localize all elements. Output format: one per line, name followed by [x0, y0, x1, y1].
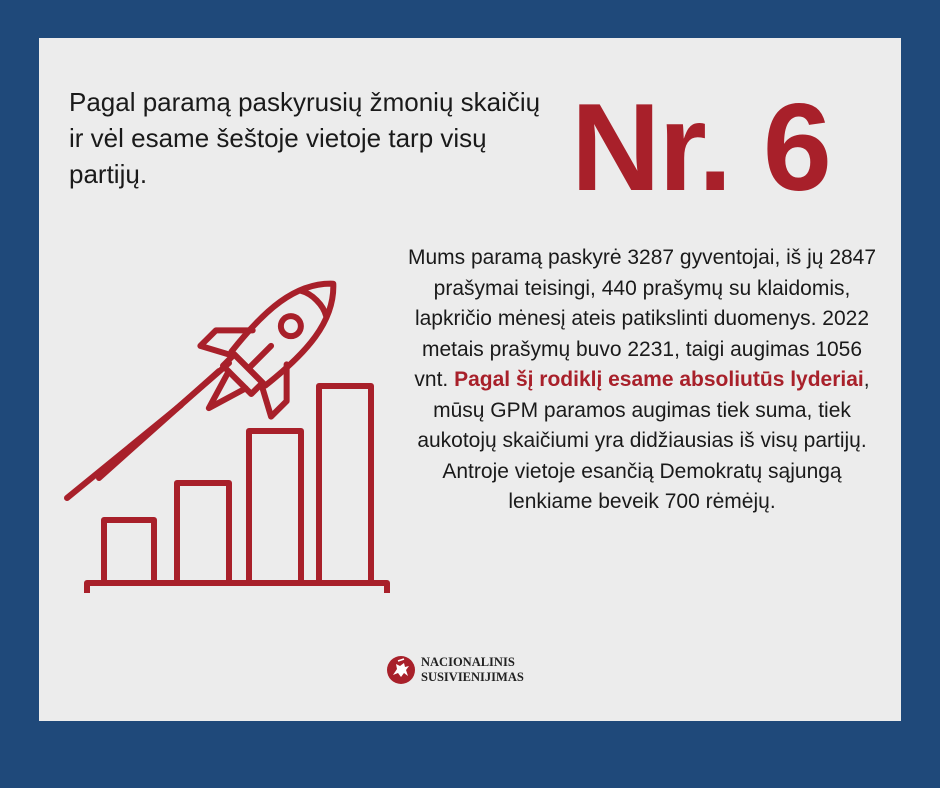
headline: Pagal paramą paskyrusių žmonių skaičių ir vėl esame šeštoje vietoje tarp visų partijų.	[69, 87, 541, 189]
vytis-emblem-icon	[386, 655, 416, 685]
growth-bar-4	[319, 386, 371, 583]
body-highlight: Pagal šį rodiklį esame absoliutūs lyderiai	[454, 368, 864, 391]
body-text	[407, 243, 877, 518]
party-logo	[386, 655, 524, 685]
growth-bar-3	[249, 431, 301, 583]
logo-line-2: SUSIVIENIJIMAS	[421, 670, 524, 684]
body-text-part-1: Mums paramą paskyrė 3287 gyventojai, iš jų 2847 prašymai teisingi, 440 prašymų su klaidomis, lapkričio mėnesį ateis patikslinti duomenys. 2022 metais prašymų buvo 2231, taigi augimas 1056 vnt.	[407, 246, 877, 391]
body-text-part-2: , mūsų GPM paramos augimas tiek suma, tiek aukotojų skaičiumi yra didžiausias iš visų partijų. Antroje vietoje esančią Demokratų sąjungą lenkiame beveik 700 rėmėjų.	[417, 368, 870, 513]
rank-number: Nr. 6	[571, 79, 830, 217]
rocket-icon	[173, 253, 368, 444]
logo-line-1: NACIONALINIS	[421, 655, 515, 669]
growth-bar-1	[104, 520, 154, 583]
logo-text	[421, 655, 524, 685]
content-card	[39, 38, 901, 721]
rocket-growth-chart-icon	[59, 253, 399, 593]
growth-bar-2	[177, 483, 229, 583]
